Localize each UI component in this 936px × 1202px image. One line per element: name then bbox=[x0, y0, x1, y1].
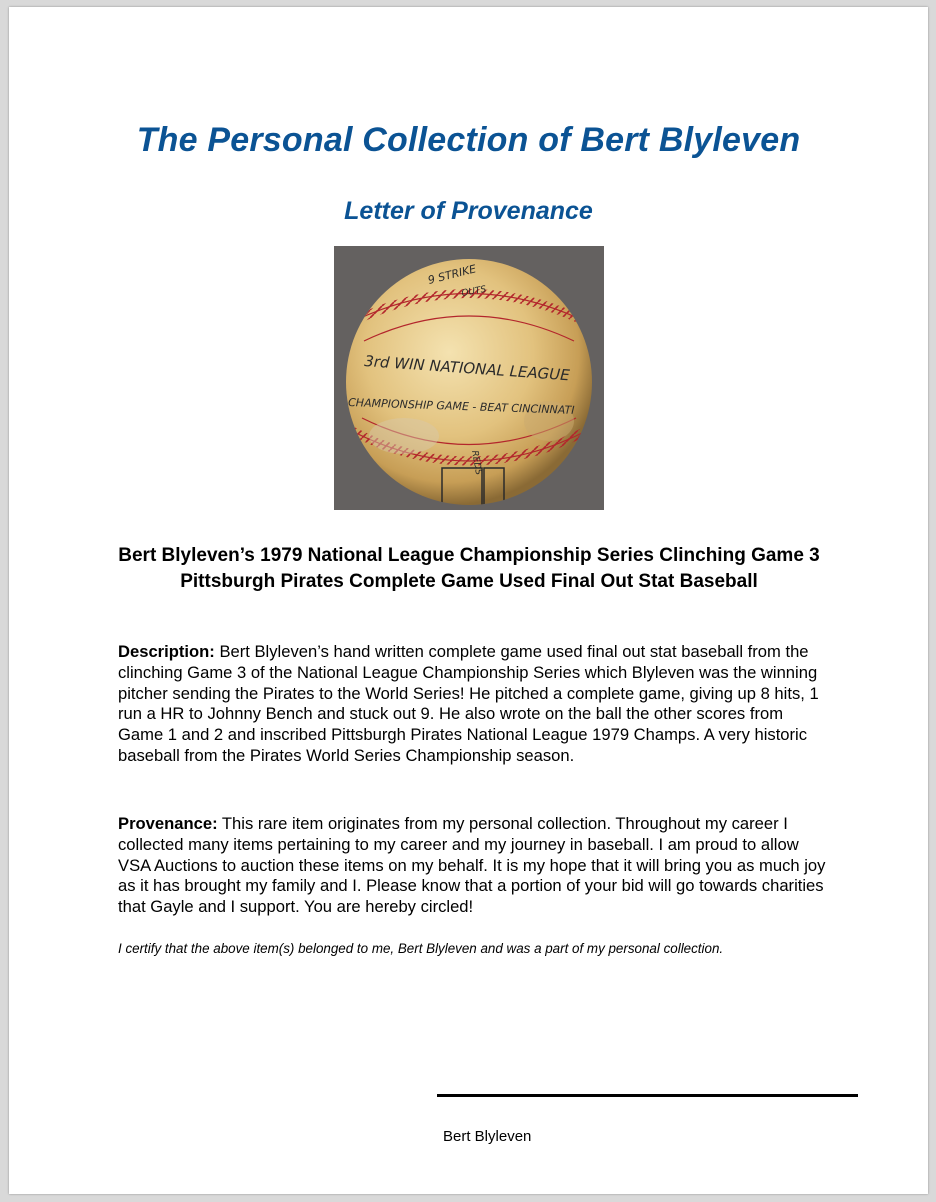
certification-statement: I certify that the above item(s) belonged to me, Bert Blyleven and was a part of my personal collection. bbox=[118, 941, 724, 956]
baseball-photo bbox=[334, 246, 604, 510]
document-page bbox=[9, 7, 928, 1194]
item-title: Bert Blyleven’s 1979 National League Championship Series Clinching Game 3 Pittsburgh Pirates Complete Game Used Final Out Stat Baseball bbox=[118, 545, 820, 592]
page-title: The Personal Collection of Bert Blyleven bbox=[136, 121, 801, 159]
ball-inscription-line: CHAMPIONSHIP GAME - BEAT CINCINNATI bbox=[347, 396, 575, 417]
signature-name: Bert Blyleven bbox=[443, 1128, 532, 1145]
signature-line bbox=[437, 1094, 858, 1097]
provenance-text: This rare item originates from my personal collection. Throughout my career I collected many items pertaining to my career and my journey in baseball. I am proud to allow VSA Auctions to auction these items on my behalf. It is my hope that it will bring you as much joy as it has brought my family and I. Please know that a portion of your bid will go towards charities that Gayle and I support. You are hereby circled! bbox=[118, 814, 826, 917]
page-subtitle: Letter of Provenance bbox=[344, 197, 593, 225]
description-text: Bert Blyleven’s hand written complete game used final out stat baseball from the clinching Game 3 of the National League Championship Series which Blyleven was the winning pitcher sending the Pirates to the World Series! He pitched a complete game, giving up 8 hits, 1 run a HR to Johnny Bench and stuck out 9. He also wrote on the ball the other scores from Game 1 and 2 and inscribed Pittsburgh Pirates National League 1979 Champs. A very historic baseball from the Pirates World Series Championship season. bbox=[118, 642, 819, 765]
ball-inscription-line: 3rd WIN NATIONAL LEAGUE bbox=[363, 352, 571, 385]
ball-inscription-line: OUTS bbox=[460, 284, 488, 299]
ball-inscription-line: REDS bbox=[469, 449, 484, 476]
provenance-paragraph bbox=[118, 814, 830, 918]
description-paragraph bbox=[118, 642, 830, 767]
description-label: Description: bbox=[118, 642, 215, 661]
provenance-label: Provenance: bbox=[118, 814, 218, 833]
ball-inscription-line: 9 STRIKE bbox=[426, 262, 478, 287]
